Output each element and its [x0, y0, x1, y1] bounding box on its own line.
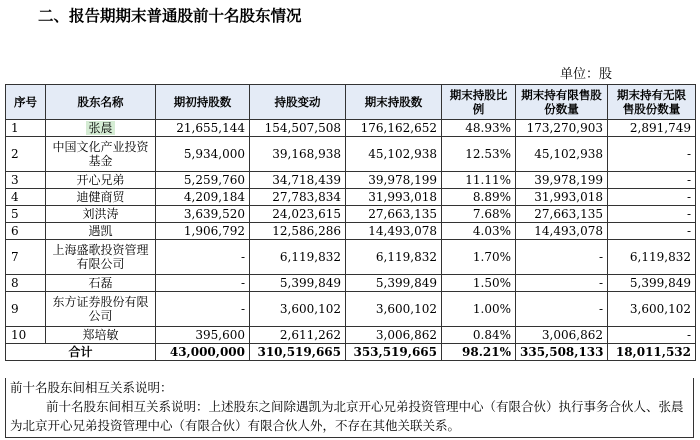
cell-begin: -: [156, 275, 250, 292]
cell-restricted: 39,978,199: [516, 172, 608, 189]
cell-seq: 8: [6, 275, 46, 292]
cell-name: 刘洪涛: [46, 206, 156, 223]
cell-restricted: 14,493,078: [516, 223, 608, 240]
cell-unrestricted: -: [608, 189, 696, 206]
cell-ratio: 1.00%: [442, 292, 516, 327]
table-row: [6, 240, 696, 275]
cell-unrestricted: -: [608, 172, 696, 189]
cell-seq: 7: [6, 240, 46, 275]
cell-name: [46, 120, 156, 137]
cell-ratio: 7.68%: [442, 206, 516, 223]
cell-end: 176,162,652: [346, 120, 442, 137]
cell-restricted: 3,006,862: [516, 327, 608, 344]
cell-end: 45,102,938: [346, 137, 442, 172]
cell-ratio: 1.70%: [442, 240, 516, 275]
total-end: 353,519,665: [346, 344, 442, 361]
cell-end: 5,399,849: [346, 275, 442, 292]
cell-change: 39,168,938: [250, 137, 346, 172]
cell-begin: 21,655,144: [156, 120, 250, 137]
cell-ratio: 48.93%: [442, 120, 516, 137]
cell-seq: 2: [6, 137, 46, 172]
cell-ratio: 0.84%: [442, 327, 516, 344]
header-row: [6, 85, 696, 120]
cell-change: 2,611,262: [250, 327, 346, 344]
table-row: [6, 189, 696, 206]
header-begin: 期初持股数: [156, 85, 250, 120]
cell-begin: 5,934,000: [156, 137, 250, 172]
cell-seq: 1: [6, 120, 46, 137]
cell-name: 迪健商贸: [46, 189, 156, 206]
cell-begin: -: [156, 240, 250, 275]
total-label: 合计: [6, 344, 156, 361]
cell-ratio: 12.53%: [442, 137, 516, 172]
cell-restricted: 31,993,018: [516, 189, 608, 206]
header-change: 持股变动: [250, 85, 346, 120]
cell-unrestricted: 2,891,749: [608, 120, 696, 137]
table-row: [6, 327, 696, 344]
note-title: 前十名股东间相互关系说明：: [10, 380, 173, 395]
highlighted-name: 张晨: [88, 121, 113, 135]
top-ten-shareholders-table: [5, 84, 696, 361]
table-row: [6, 223, 696, 240]
cell-unrestricted: 3,600,102: [608, 292, 696, 327]
note-body: 前十名股东间相互关系说明：上述股东之间除遇凯为北京开心兄弟投资管理中心（有限合伙）执行事务合伙人、张晨为北京开心兄弟投资管理中心（有限合伙）有限合伙人外，不存在其他关联关系。: [10, 399, 684, 433]
cell-change: 3,600,102: [250, 292, 346, 327]
cell-ratio: 11.11%: [442, 172, 516, 189]
table-row: [6, 137, 696, 172]
cell-ratio: 1.50%: [442, 275, 516, 292]
cell-restricted: -: [516, 275, 608, 292]
cell-ratio: 8.89%: [442, 189, 516, 206]
cell-end: 6,119,832: [346, 240, 442, 275]
cell-name: 石磊: [46, 275, 156, 292]
relationship-note: [5, 378, 694, 438]
cell-restricted: 173,270,903: [516, 120, 608, 137]
cell-change: 12,586,286: [250, 223, 346, 240]
cell-change: 34,718,439: [250, 172, 346, 189]
cell-name: 上海盛歌投资管理有限公司: [46, 240, 156, 275]
cell-name: 开心兄弟: [46, 172, 156, 189]
cell-restricted: -: [516, 240, 608, 275]
cell-end: 31,993,018: [346, 189, 442, 206]
total-row: [6, 344, 696, 361]
cell-name: 东方证券股份有限公司: [46, 292, 156, 327]
cell-unrestricted: -: [608, 327, 696, 344]
cell-change: 24,023,615: [250, 206, 346, 223]
cell-restricted: 45,102,938: [516, 137, 608, 172]
cell-seq: 4: [6, 189, 46, 206]
cell-begin: 1,906,792: [156, 223, 250, 240]
header-unrestricted: 期末持有无限售股份数量: [608, 85, 696, 120]
cell-begin: 5,259,760: [156, 172, 250, 189]
cell-seq: 10: [6, 327, 46, 344]
header-ratio: 期末持股比例: [442, 85, 516, 120]
cell-change: 6,119,832: [250, 240, 346, 275]
total-change: 310,519,665: [250, 344, 346, 361]
cell-end: 3,600,102: [346, 292, 442, 327]
header-name: 股东名称: [46, 85, 156, 120]
total-begin: 43,000,000: [156, 344, 250, 361]
header-seq: 序号: [6, 85, 46, 120]
cell-unrestricted: 5,399,849: [608, 275, 696, 292]
cell-unrestricted: -: [608, 223, 696, 240]
table-row: [6, 120, 696, 137]
cell-begin: 4,209,184: [156, 189, 250, 206]
cell-end: 14,493,078: [346, 223, 442, 240]
cell-unrestricted: 6,119,832: [608, 240, 696, 275]
unit-label: 单位：股: [560, 67, 613, 82]
cell-begin: 395,600: [156, 327, 250, 344]
cell-end: 27,663,135: [346, 206, 442, 223]
cell-unrestricted: -: [608, 137, 696, 172]
cell-seq: 6: [6, 223, 46, 240]
table-row: [6, 206, 696, 223]
cell-ratio: 4.03%: [442, 223, 516, 240]
table-row: [6, 172, 696, 189]
header-end: 期末持股数: [346, 85, 442, 120]
cell-end: 39,978,199: [346, 172, 442, 189]
cell-begin: 3,639,520: [156, 206, 250, 223]
table-row: [6, 275, 696, 292]
total-unrestricted: 18,011,532: [608, 344, 696, 361]
cell-restricted: -: [516, 292, 608, 327]
cell-change: 154,507,508: [250, 120, 346, 137]
cell-end: 3,006,862: [346, 327, 442, 344]
total-restricted: 335,508,133: [516, 344, 608, 361]
header-restricted: 期末持有限售股份数量: [516, 85, 608, 120]
cell-name: 遇凯: [46, 223, 156, 240]
cell-change: 27,783,834: [250, 189, 346, 206]
cell-begin: -: [156, 292, 250, 327]
cell-name: 中国文化产业投资基金: [46, 137, 156, 172]
cell-restricted: 27,663,135: [516, 206, 608, 223]
table-row: [6, 292, 696, 327]
section-heading: 二、报告期期末普通股前十名股东情况: [38, 7, 302, 25]
cell-seq: 5: [6, 206, 46, 223]
cell-name: 郑培敏: [46, 327, 156, 344]
cell-change: 5,399,849: [250, 275, 346, 292]
cell-seq: 3: [6, 172, 46, 189]
cell-unrestricted: -: [608, 206, 696, 223]
cell-seq: 9: [6, 292, 46, 327]
total-ratio: 98.21%: [442, 344, 516, 361]
